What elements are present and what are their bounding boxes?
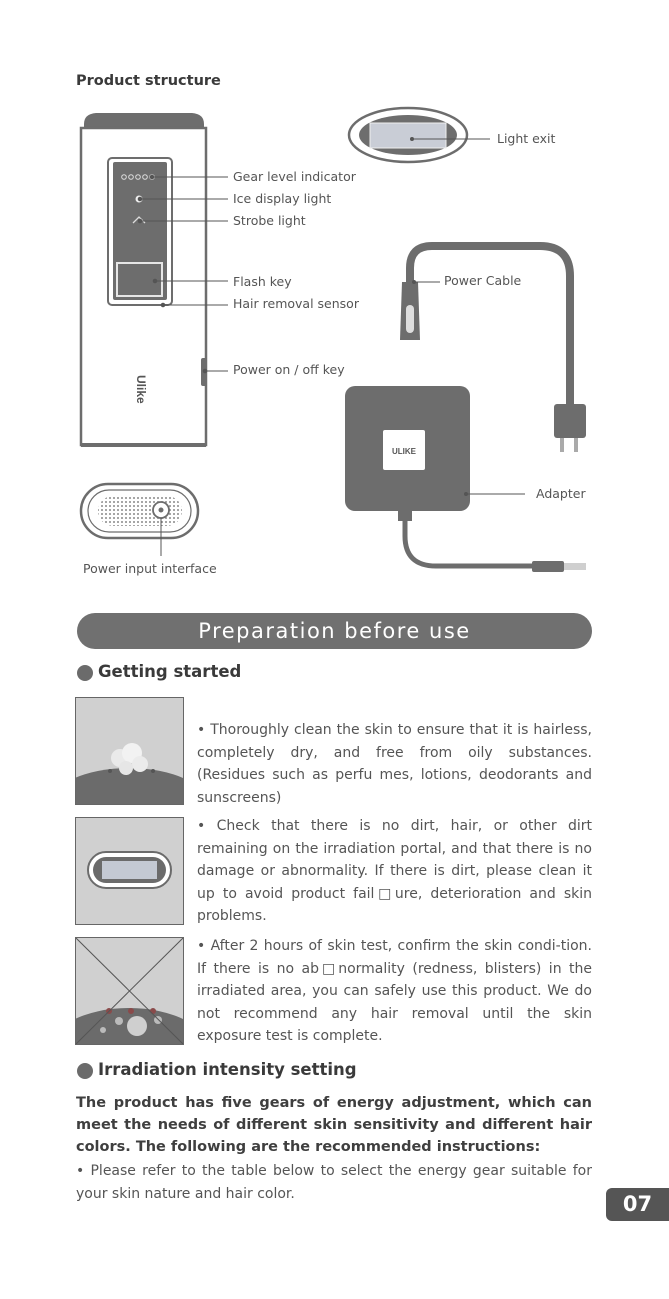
section-title: Product structure [76,73,221,89]
page-number: 07 [606,1188,669,1221]
callout-hair-removal-sensor: Hair removal sensor [233,296,359,311]
section-banner: Preparation before use [77,613,592,649]
callout-power-input: Power input interface [83,561,217,576]
getting-started-item-3: • After 2 hours of skin test, confirm the skin condi-tion. If there is no ab□normality (redness, blisters) in the irradiated area, you can safely use this product. We do not recommend any hair removal until the skin exposure test is complete. [197,938,592,1044]
callout-light-exit: Light exit [497,131,556,146]
getting-started-heading: Getting started [98,662,242,681]
bullet-dot [77,665,93,681]
device-illustration [81,113,207,447]
callout-strobe-light: Strobe light [233,213,306,228]
callout-ice-display-light: Ice display light [233,191,332,206]
device-logo: Ulike [134,375,148,404]
adapter-illustration [345,386,586,572]
callout-flash-key: Flash key [233,274,292,289]
getting-started-item-1: • Thoroughly clean the skin to ensure that it is hairless, completely dry, and free from oily substances. (Residues such as perfu mes, lotions, deodorants and sunscreens) [197,722,592,806]
clean-skin-illustration [75,697,184,805]
irradiation-note: • Please refer to the table below to select the energy gear suitable for your skin nature and hair color. [76,1163,592,1202]
callout-adapter: Adapter [536,486,586,501]
skin-test-illustration [75,937,184,1045]
irradiation-portal-illustration [75,817,184,925]
bullet-dot [77,1063,93,1079]
light-exit-illustration [349,108,490,162]
irradiation-heading: Irradiation intensity setting [98,1060,357,1079]
callout-power-key: Power on / off key [233,362,345,377]
adapter-logo: ULIKE [392,447,416,456]
callout-power-cable: Power Cable [444,273,522,288]
callout-gear-level-indicator: Gear level indicator [233,169,356,184]
power-input-illustration [81,484,198,556]
irradiation-intro: The product has five gears of energy adjustment, which can meet the needs of different skin sensitivity and different hair colors. The following are the recommended instructions: [76,1095,592,1155]
getting-started-item-2: • Check that there is no dirt, hair, or other dirt remaining on the irradiation portal, and that there is no damage or abnormality. If there is dirt, please clean it up to avoid product fail□ure, deterioration and skin problems. [197,818,592,924]
